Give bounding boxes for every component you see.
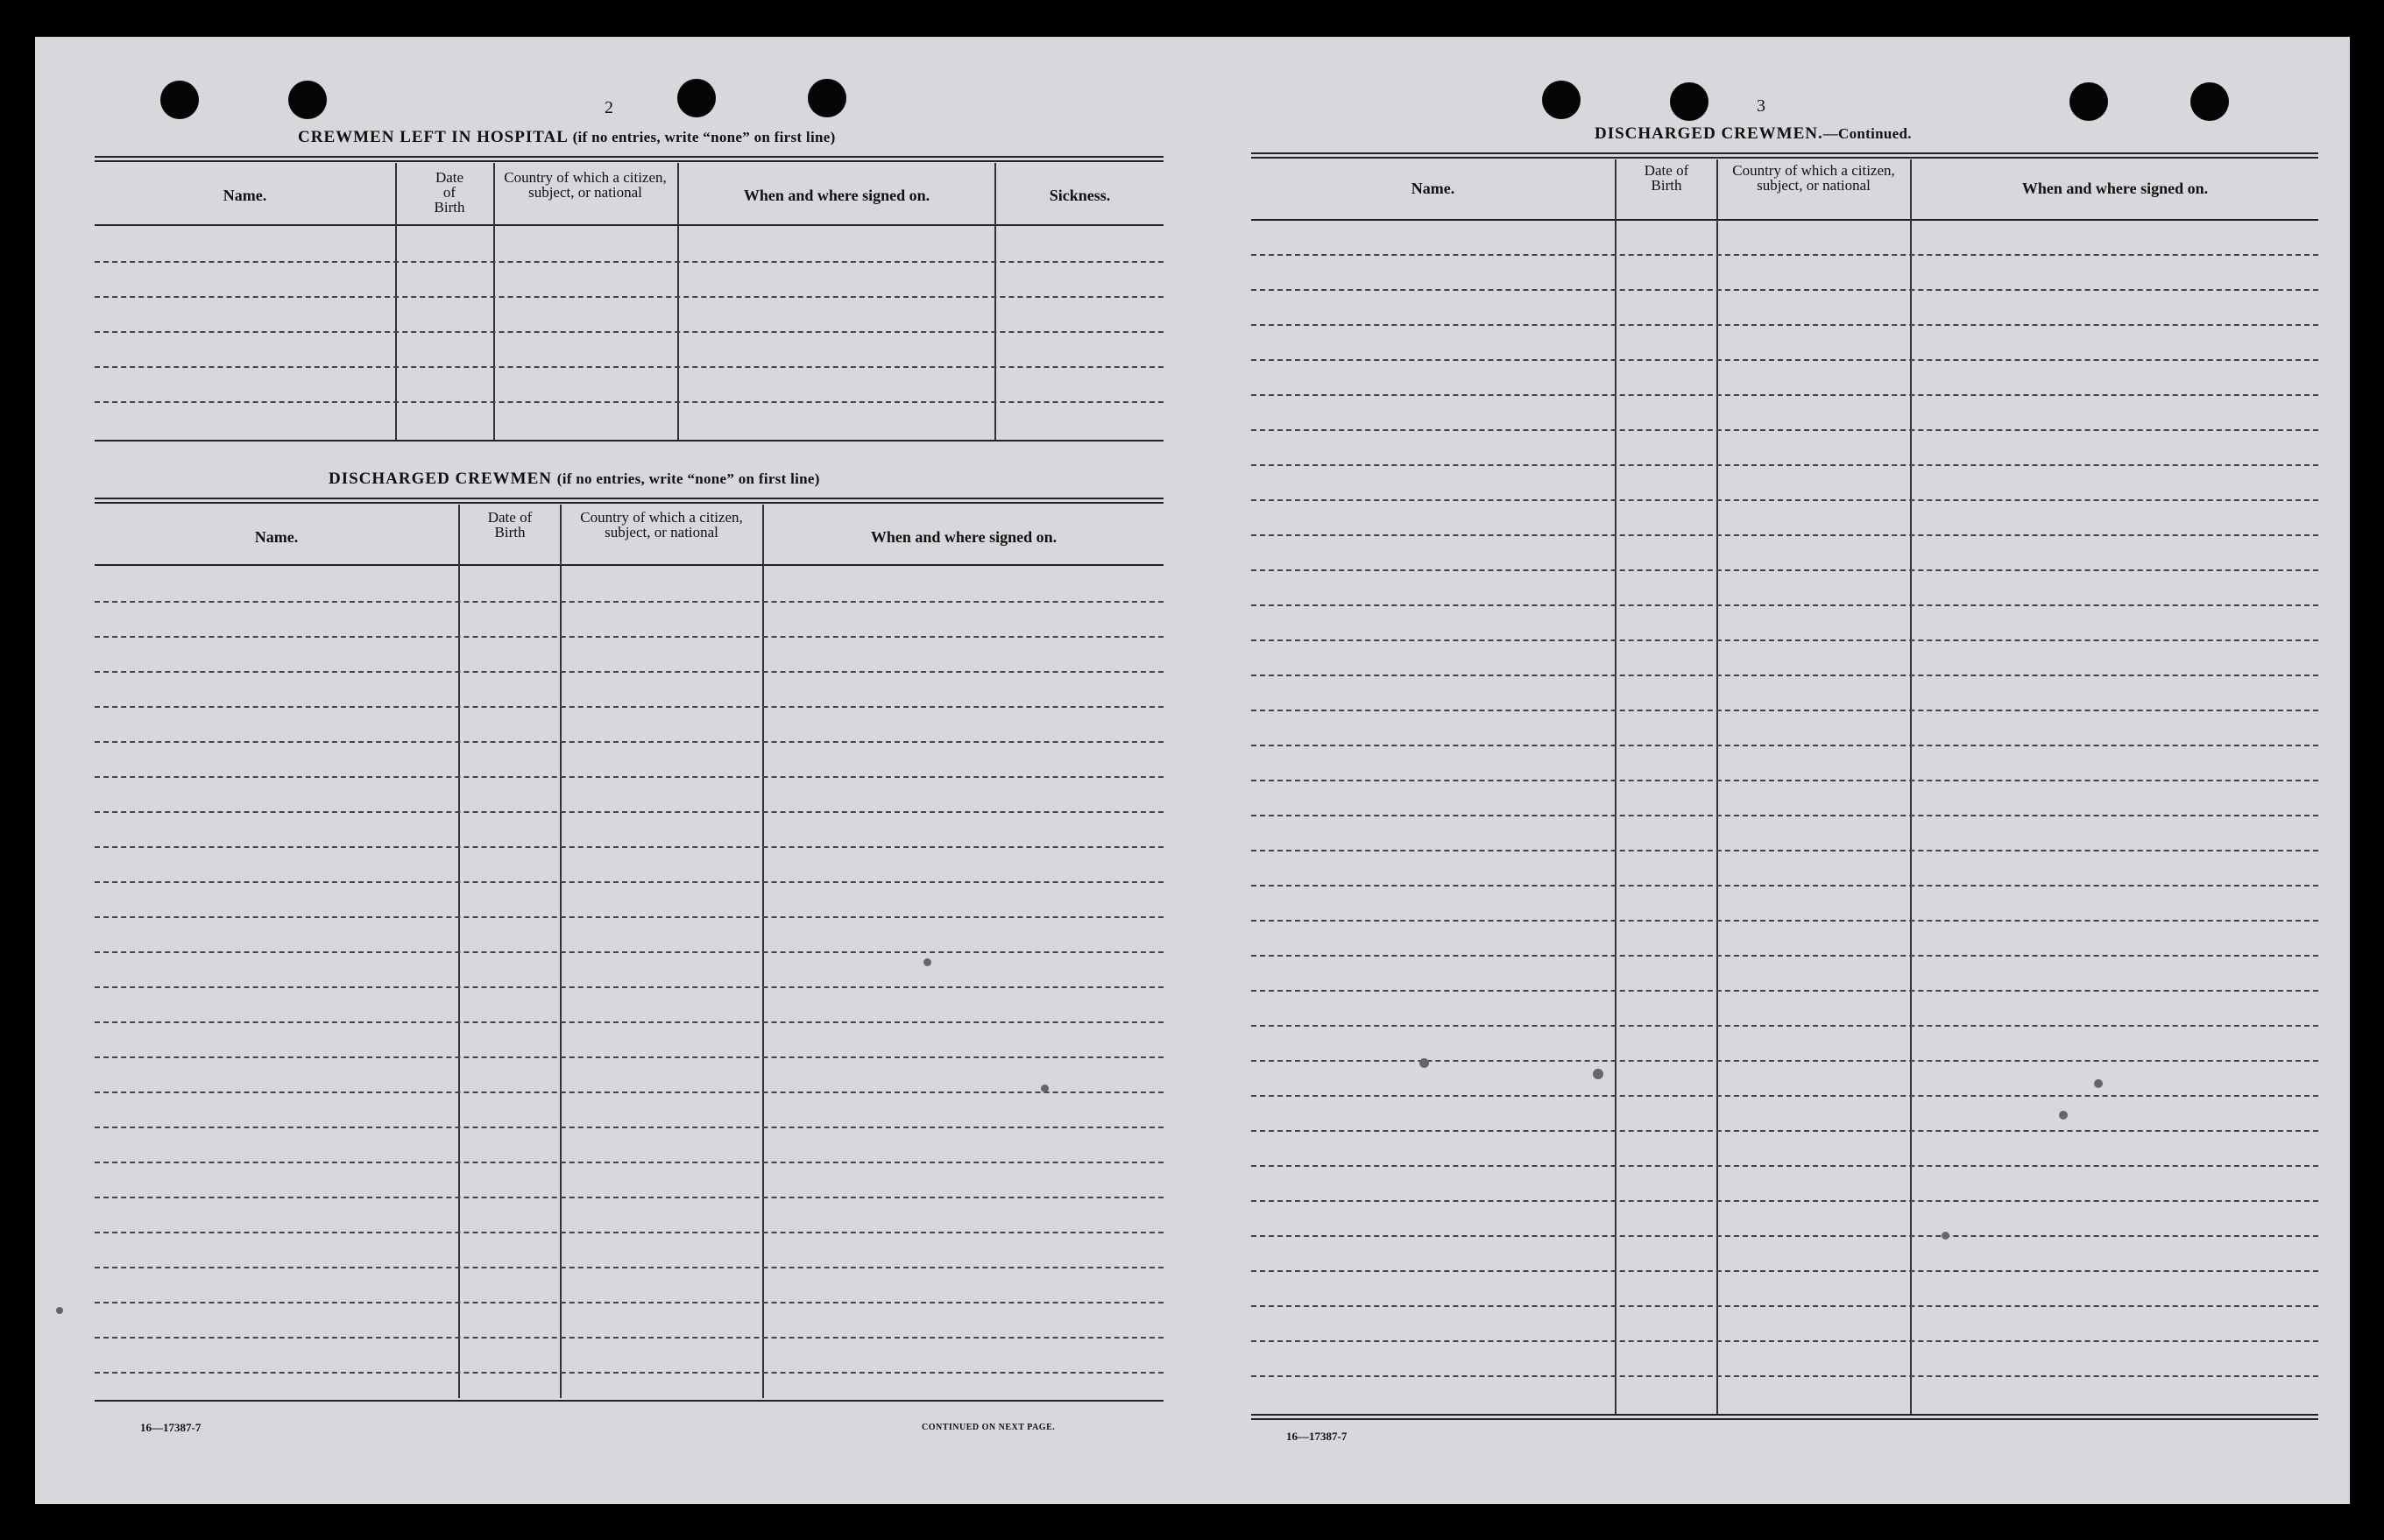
section-instruction: (if no entries, write “none” on first line) — [572, 129, 836, 145]
punch-hole — [677, 79, 716, 117]
scanned-form-sheet — [35, 37, 2350, 1504]
entry-line — [95, 706, 1164, 708]
entry-line — [95, 916, 1164, 918]
column-header-country: Country of which a citizen, subject, or national — [580, 509, 743, 540]
entry-line — [95, 366, 1164, 368]
entry-line — [1251, 710, 2318, 711]
entry-line — [1251, 955, 2318, 957]
entry-line — [1251, 780, 2318, 781]
entry-line — [1251, 745, 2318, 746]
entry-line — [1251, 1025, 2318, 1027]
entry-line — [1251, 569, 2318, 571]
column-divider — [994, 163, 996, 440]
entry-line — [1251, 429, 2318, 431]
table-top-rule — [1251, 152, 2318, 159]
entry-line — [95, 1021, 1164, 1023]
entry-line — [95, 296, 1164, 298]
punch-hole — [1542, 81, 1581, 119]
section-title — [329, 470, 820, 489]
column-divider — [1615, 159, 1616, 1416]
discharged-table — [95, 498, 1164, 1461]
punch-hole — [2190, 82, 2229, 121]
entry-line — [1251, 324, 2318, 326]
scan-speck — [1041, 1084, 1049, 1092]
column-header-name: Name. — [223, 187, 267, 204]
entry-line — [95, 671, 1164, 673]
entry-line — [1251, 815, 2318, 816]
column-header-country: Country of which a citizen, subject, or national — [504, 169, 667, 201]
section-title-main: DISCHARGED CREWMEN — [329, 470, 552, 488]
header-bottom-rule — [1251, 219, 2318, 221]
entry-line — [95, 811, 1164, 813]
table-top-rule — [95, 156, 1164, 162]
column-header-sickness: Sickness. — [1049, 187, 1111, 204]
scan-speck — [923, 958, 931, 966]
entry-line — [95, 1056, 1164, 1058]
punch-hole — [1670, 82, 1708, 121]
column-divider — [677, 163, 679, 440]
entry-line — [95, 1127, 1164, 1128]
entry-line — [1251, 1165, 2318, 1167]
entry-line — [1251, 604, 2318, 606]
column-header-signed-on: When and where signed on. — [2021, 180, 2209, 197]
entry-line — [95, 261, 1164, 263]
table-top-rule — [95, 498, 1164, 504]
column-header-name: Name. — [1411, 180, 1455, 197]
form-number: 16—17387-7 — [1286, 1430, 1348, 1443]
continued-note: CONTINUED ON NEXT PAGE. — [922, 1423, 1056, 1432]
entry-line — [1251, 920, 2318, 922]
form-number: 16—17387-7 — [140, 1421, 202, 1434]
entry-line — [1251, 850, 2318, 851]
page-number: 3 — [1757, 96, 1765, 116]
section-title — [298, 128, 836, 147]
entry-line — [1251, 1200, 2318, 1202]
column-divider — [1910, 159, 1912, 1416]
column-divider — [493, 163, 495, 440]
entry-line — [95, 1337, 1164, 1339]
entry-line — [95, 331, 1164, 333]
table-bottom-rule — [95, 440, 1164, 442]
entry-line — [95, 776, 1164, 778]
table-bottom-rule — [95, 1400, 1164, 1402]
column-header-signed-on: When and where signed on. — [743, 187, 930, 204]
entry-line — [1251, 394, 2318, 396]
column-header-name: Name. — [254, 528, 299, 546]
scan-speck — [1593, 1069, 1603, 1079]
entry-line — [1251, 990, 2318, 992]
entry-line — [95, 1091, 1164, 1093]
header-bottom-rule — [95, 564, 1164, 566]
entry-line — [95, 881, 1164, 883]
hospital-table — [95, 156, 1164, 482]
entry-line — [95, 951, 1164, 953]
column-header-country: Country of which a citizen, subject, or national — [1732, 162, 1895, 194]
entry-line — [1251, 254, 2318, 256]
entry-line — [1251, 885, 2318, 887]
entry-line — [95, 1232, 1164, 1233]
entry-line — [95, 636, 1164, 638]
punch-hole — [2069, 82, 2108, 121]
entry-line — [1251, 1375, 2318, 1377]
entry-line — [1251, 1235, 2318, 1237]
entry-line — [1251, 1340, 2318, 1342]
entry-line — [95, 1267, 1164, 1268]
entry-line — [1251, 359, 2318, 361]
scan-speck — [2059, 1111, 2068, 1120]
entry-line — [1251, 534, 2318, 536]
section-title-suffix: —Continued. — [1822, 125, 1912, 142]
entry-line — [95, 1197, 1164, 1198]
entry-line — [1251, 464, 2318, 466]
entry-line — [95, 1372, 1164, 1374]
scan-speck — [2094, 1079, 2103, 1088]
section-title-main: CREWMEN LEFT IN HOSPITAL — [298, 128, 568, 146]
entry-line — [95, 401, 1164, 403]
entry-line — [95, 986, 1164, 988]
entry-line — [1251, 675, 2318, 676]
column-header-date-of-birth: Date of Birth — [1644, 162, 1689, 194]
entry-line — [1251, 1130, 2318, 1132]
entry-line — [95, 601, 1164, 603]
column-header-date-of-birth: Date of Birth — [487, 509, 533, 540]
entry-line — [1251, 1095, 2318, 1097]
entry-line — [95, 741, 1164, 743]
entry-line — [1251, 499, 2318, 501]
section-title-main: DISCHARGED CREWMEN. — [1595, 124, 1823, 143]
entry-line — [1251, 1060, 2318, 1062]
table-bottom-rule — [1251, 1414, 2318, 1420]
column-header-signed-on: When and where signed on. — [870, 528, 1058, 546]
header-bottom-rule — [95, 224, 1164, 226]
column-header-date-of-birth: Date of Birth — [434, 169, 465, 215]
scan-speck — [56, 1307, 63, 1314]
entry-line — [95, 1162, 1164, 1163]
entry-line — [1251, 1270, 2318, 1272]
entry-line — [1251, 1305, 2318, 1307]
column-divider — [395, 163, 397, 440]
page-number: 2 — [605, 98, 613, 117]
entry-line — [95, 846, 1164, 848]
scan-speck — [1419, 1058, 1429, 1068]
discharged-continued-table — [1251, 152, 2318, 1458]
scan-speck — [1942, 1232, 1949, 1240]
entry-line — [95, 1302, 1164, 1303]
entry-line — [1251, 289, 2318, 291]
punch-hole — [160, 81, 199, 119]
column-divider — [1716, 159, 1718, 1416]
section-instruction: (if no entries, write “none” on first line) — [556, 470, 820, 487]
section-title — [1595, 124, 1912, 144]
punch-hole — [288, 81, 327, 119]
punch-hole — [808, 79, 846, 117]
entry-line — [1251, 639, 2318, 641]
